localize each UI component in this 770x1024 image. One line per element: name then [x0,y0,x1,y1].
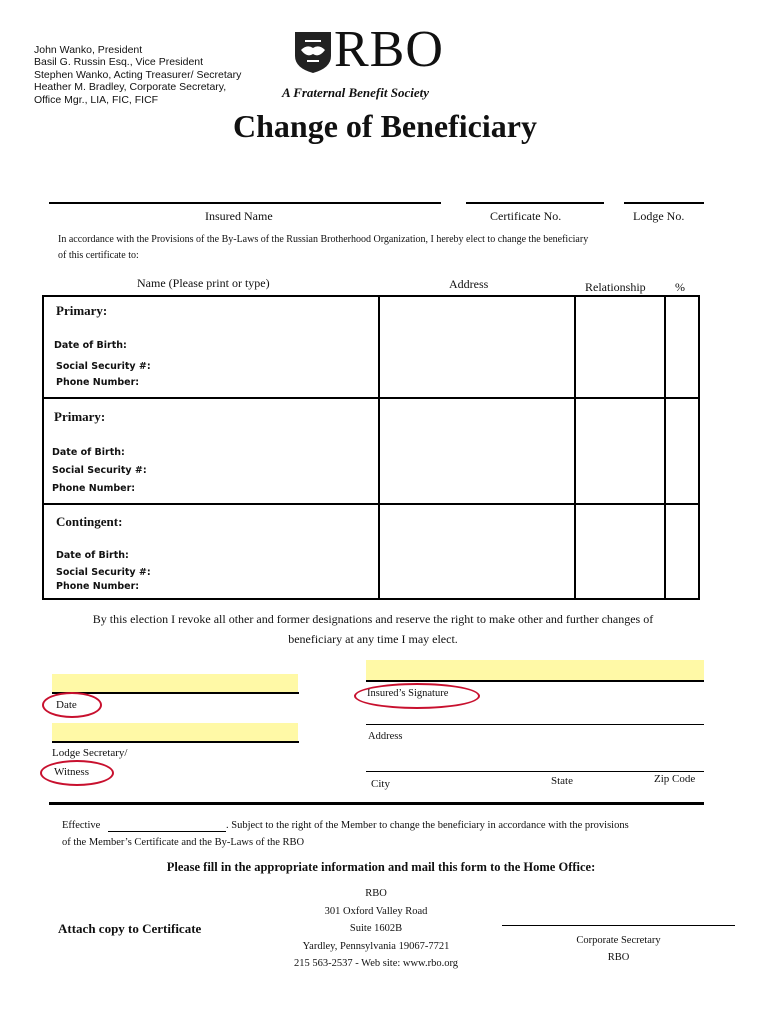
corporate-secretary-org: RBO [607,952,630,963]
insured-signature-highlight [366,660,704,680]
date-of-birth-label: Date of Birth: [54,340,127,351]
city-label: City [371,778,390,790]
effective-text-2: of the Member’s Certificate and the By-Laws of the RBO [62,837,305,848]
date-highlight [52,674,298,692]
intro-text: In accordance with the Provisions of the By-Laws of the Russian Brotherhood Organization, I hereby elect to change the beneficiary [58,234,589,245]
officer-line: Basil G. Russin Esq., Vice President [34,56,204,69]
corporate-secretary-block [502,932,735,966]
beneficiary-table [42,295,700,600]
state-label: State [551,775,573,787]
address-line [366,724,704,725]
office-suite: Suite 1602B [349,923,403,934]
lodge-secretary-label: Lodge Secretary/ [52,747,128,759]
lodge-no-line [624,202,704,204]
ssn-label: Social Security #: [56,567,151,578]
effective-label: Effective [62,820,101,831]
ssn-label: Social Security #: [52,465,147,476]
row-divider [44,397,698,399]
column-relationship: Relationship [585,280,646,294]
column-divider [664,297,666,598]
officer-line: John Wanko, President [34,44,143,56]
page-title: Change of Beneficiary [233,108,537,144]
revoke-line: beneficiary at any time I may elect. [288,632,458,646]
home-office-address [236,885,516,973]
column-divider [574,297,576,598]
intro-text-2: of this certificate to: [58,250,139,261]
phone-number-label: Phone Number: [52,483,136,494]
certificate-no-label: Certificate No. [490,209,562,223]
city-state-zip-line [366,771,704,772]
phone-number-label: Phone Number: [56,581,140,592]
phone-number-label: Phone Number: [56,377,140,388]
signature-circle [354,683,480,709]
logo-wordmark: RBO [334,21,444,78]
witness-highlight [52,723,298,741]
tagline: A Fraternal Benefit Society [282,85,429,100]
insured-name-line [49,202,441,204]
column-percent: % [675,280,685,294]
officers-list [34,44,241,106]
officer-line: Stephen Wanko, Acting Treasurer/ Secretary [34,68,242,81]
certificate-no-line [466,202,604,204]
insured-name-label: Insured Name [205,209,273,223]
column-name: Name (Please print or type) [137,276,270,290]
row-divider [44,503,698,505]
address-label: Address [368,731,403,742]
office-street: 301 Oxford Valley Road [324,905,428,917]
witness-circle [40,760,114,786]
column-address: Address [449,277,489,291]
office-contact: 215 563-2537 - Web site: www.rbo.org [293,958,459,969]
beneficiary-type-label: Primary: [56,303,108,318]
office-name: RBO [365,888,387,899]
office-city: Yardley, Pennsylvania 19067-7721 [302,940,450,952]
revoke-statement [0,609,746,649]
effective-date-line [108,831,226,832]
witness-line [52,741,299,743]
corporate-secretary-line [502,925,735,926]
date-of-birth-label: Date of Birth: [56,550,129,561]
revoke-line: By this election I revoke all other and former designations and reserve the right to make other and further changes of [92,612,654,626]
column-divider [378,297,380,598]
insured-signature-label: Insured’s Signature [367,688,449,699]
officer-line: Heather M. Bradley, Corporate Secretary, [34,81,227,94]
mail-instruction: Please fill in the appropriate information and mail this form to the Home Office: [166,860,596,874]
date-of-birth-label: Date of Birth: [52,447,125,458]
officer-line: Office Mgr., LIA, FIC, FICF [34,93,159,106]
date-circle [42,692,102,718]
corporate-secretary-title: Corporate Secretary [576,935,661,946]
ssn-label: Social Security #: [56,361,151,372]
zip-code-label: Zip Code [654,773,696,785]
beneficiary-type-label: Primary: [54,409,106,424]
section-divider [49,802,704,805]
insured-signature-line [366,680,704,682]
effective-text: . Subject to the right of the Member to change the beneficiary in accordance with the provisions [226,820,629,831]
beneficiary-type-label: Contingent: [56,514,123,529]
attach-note: Attach copy to Certificate [58,921,202,936]
handshake-emblem-icon [293,30,333,74]
witness-label: Witness [54,766,89,778]
lodge-no-label: Lodge No. [633,209,685,223]
date-label: Date [56,699,77,711]
